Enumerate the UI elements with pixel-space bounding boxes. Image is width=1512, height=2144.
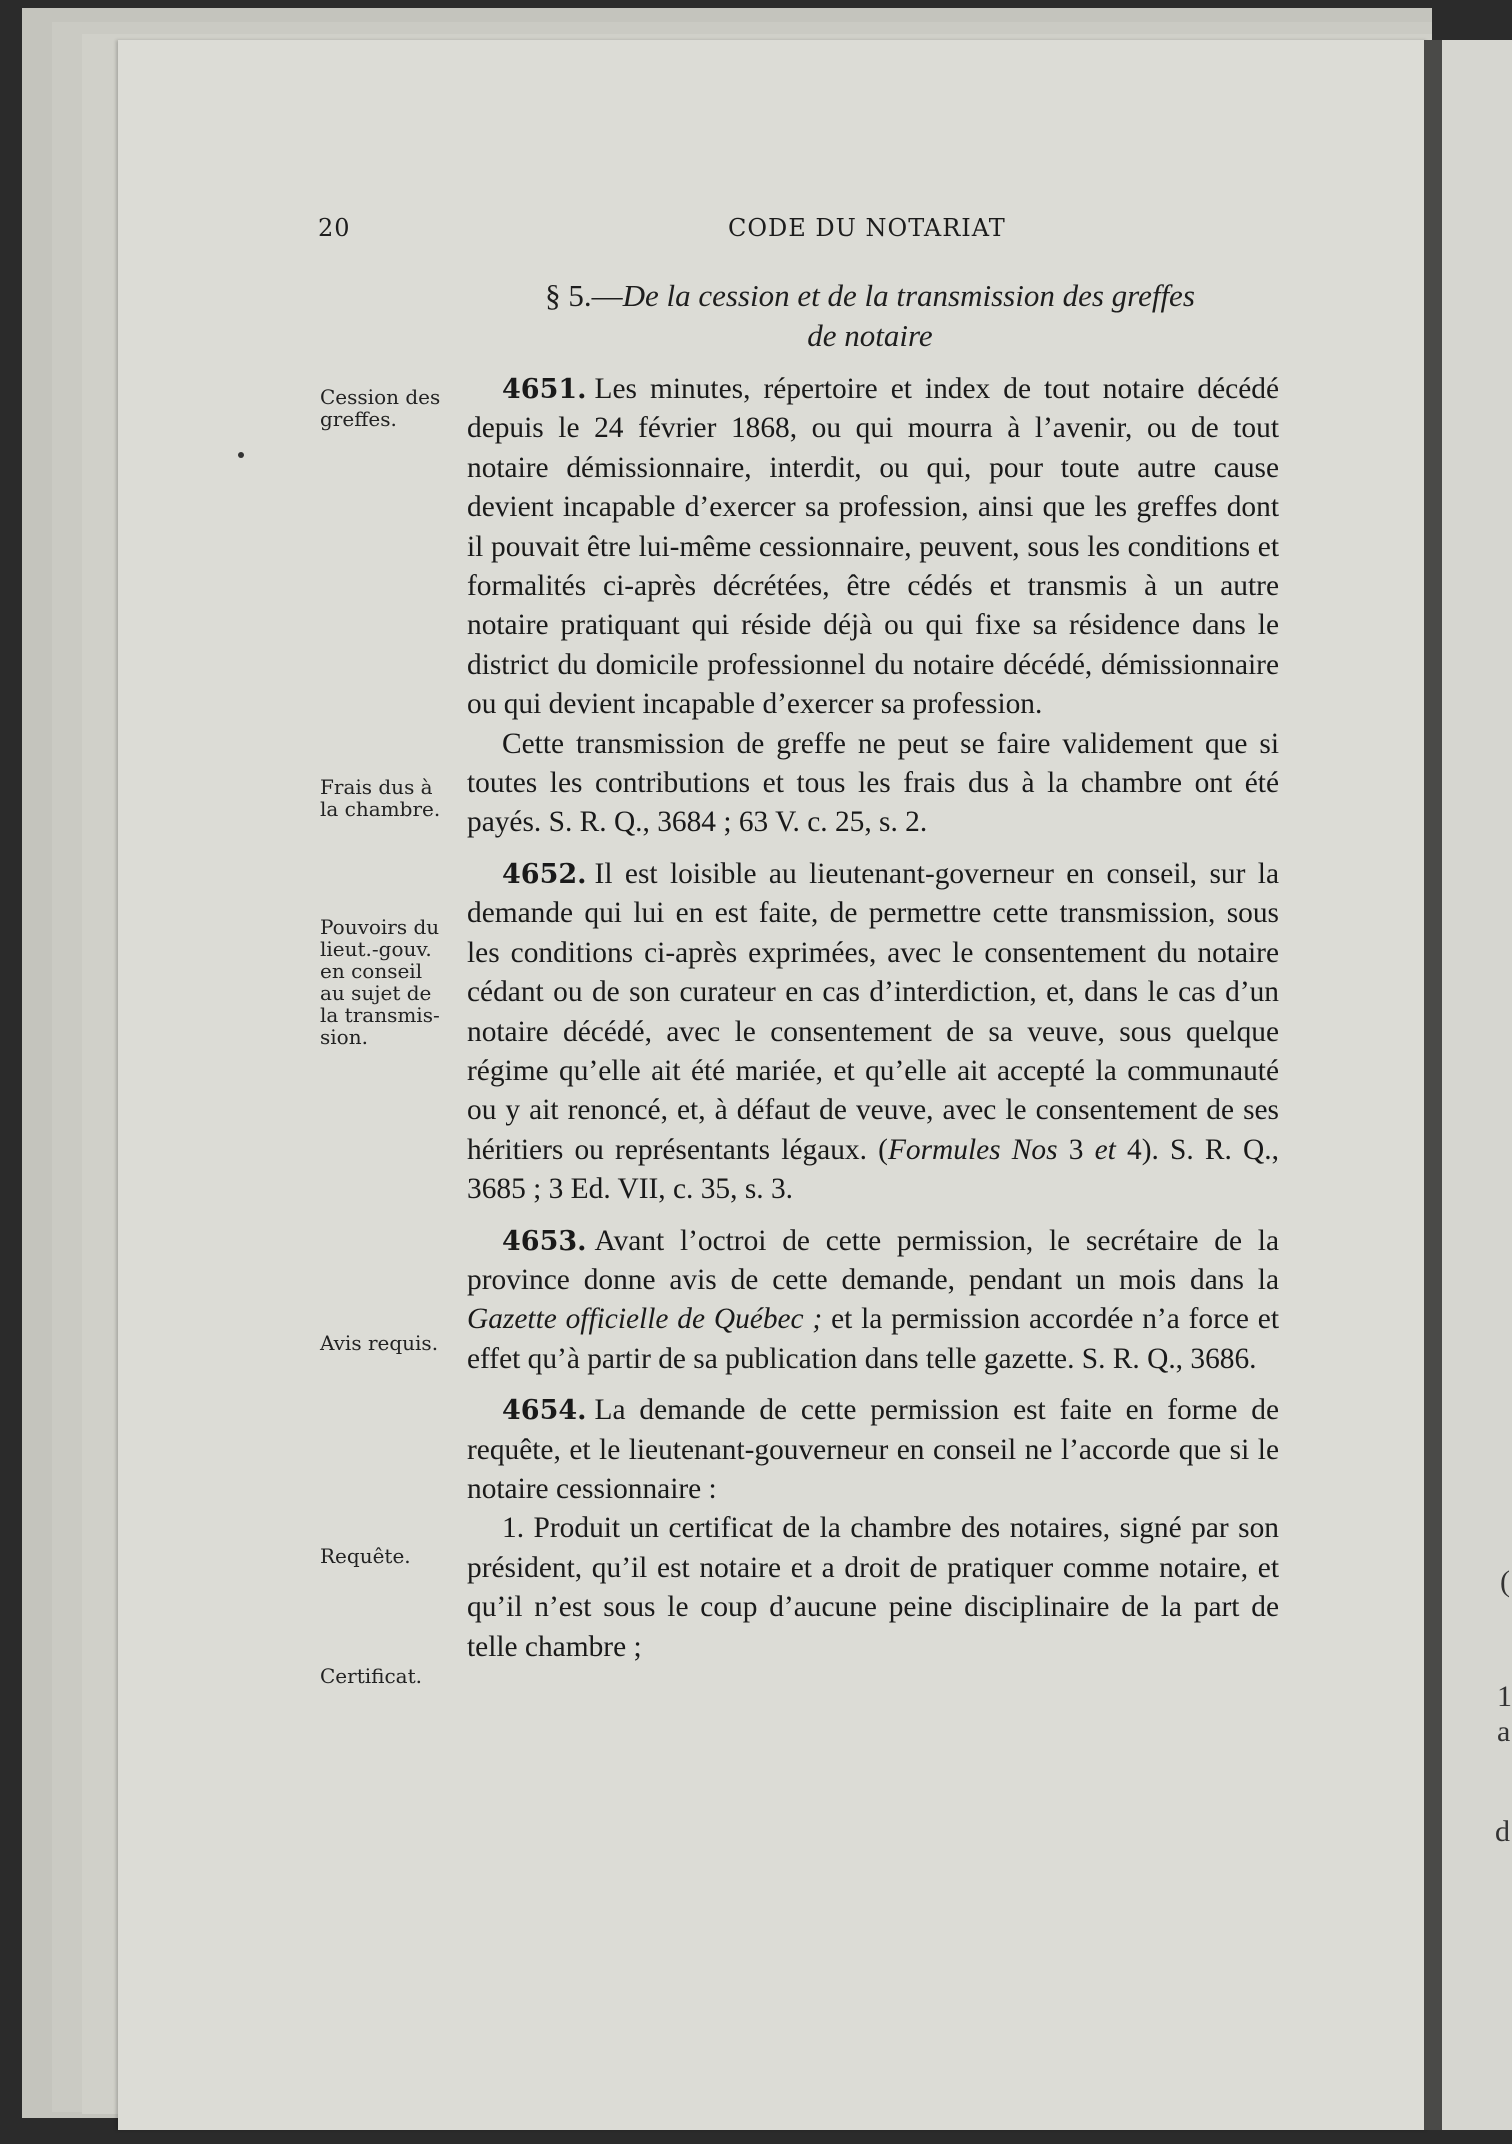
section-symbol: § (545, 278, 561, 313)
next-page-fragment: a (1497, 1715, 1511, 1748)
article-number: 4654. (502, 1395, 587, 1427)
body-text (467, 370, 1279, 1667)
next-page-fragment: ( (1500, 1565, 1510, 1598)
article-4654 (467, 1391, 1279, 1509)
article-4651-paragraph-2: Cette transmission de greffe ne peut se faire validement que si toutes les contributions et tous les frais dus à la chambre ont été payés. S. R. Q., 3684 ; 63 V. c. 25, s. 2. (467, 727, 1279, 839)
article-text: Il est loisible au lieutenant-governeur en conseil, sur la demande qui lui en est faite, de permettre cette transmission, sous les conditions ci-après exprimées, avec le consentement du notaire cédant ou de son curateur en cas d’interdiction, et, dans le cas d’un notaire décédé, avec le consentement de sa veuve, sous quelque régime qu’elle ait été mariée, et qu’elle ait accepté la communauté ou y ait renoncé, et, à défaut de veuve, avec le consentement de ses héritiers ou représentants légaux. (467, 857, 1279, 1166)
running-title: CODE DU NOTARIAT (728, 214, 1006, 242)
article-4653 (467, 1222, 1279, 1380)
book-gutter (1424, 40, 1442, 2130)
form-reference-open: ( (878, 1133, 888, 1166)
section-heading (470, 276, 1270, 356)
margin-note-pouvoirs: Pouvoirs du lieut.-gouv. en conseil au sujet de la transmis- sion. (320, 915, 440, 1049)
section-title-line2: de notaire (807, 318, 933, 353)
next-page-fragment: 1 (1497, 1680, 1512, 1713)
article-4654-item-1: 1. Produit un certificat de la chambre des notaires, signé par son président, qu’il est notaire et a droit de pratiquer comme notaire, et qu’il n’est sous le coup d’aucune peine disciplinaire de la part de telle chambre ; (467, 1512, 1279, 1663)
article-text: Avant l’octroi de cette permission, le secrétaire de la province donne avis de cette demande, pendant un mois dans la (467, 1224, 1279, 1296)
margin-note-cession: Cession des greffes. (320, 385, 441, 431)
article-number: 4651. (502, 374, 587, 405)
article-text-continued: et la permission accordée n’a force et effet qu’à partir de sa publication dans telle gazette. S. R. Q., 3686. (467, 1303, 1279, 1375)
form-reference-et: et (1094, 1133, 1116, 1166)
form-reference-4: 4). (1127, 1133, 1159, 1166)
article-text: Les minutes, répertoire et index de tout notaire décédé depuis le 24 février 1868, ou qui mourra à l’avenir, ou de tout notaire démissionnaire, interdit, ou qui, pour toute autre cause devient incapable d’exercer sa profession, ainsi que les greffes dont il pouvait être lui-même cessionnaire, peuvent, sous les conditions et formalités ci-après décrétées, être cédés et transmis à un autre notaire pratiquant qui réside déjà ou qui fixe sa résidence dans le district du domicile professionnel du notaire décédé, démissionnaire ou qui devient incapable d’exercer sa profession. (467, 373, 1279, 721)
next-page-fragment: d (1495, 1815, 1510, 1848)
article-citation: S. R. Q., 3685 ; 3 Ed. VII, c. 35, s. 3. (467, 1133, 1279, 1206)
margin-note-requete: Requête. (320, 1544, 411, 1568)
form-reference-3: 3 (1068, 1133, 1084, 1166)
article-number: 4653. (502, 1225, 587, 1257)
page-number: 20 (318, 214, 351, 242)
print-speck (238, 452, 244, 458)
gazette-title: Gazette officielle de Québec ; (467, 1303, 823, 1336)
article-text: La demande de cette permission est faite en forme de requête, et le lieutenant-gouverneur en conseil ne l’accorde que si le notaire cessionnaire : (467, 1394, 1279, 1505)
section-title-line1: De la cession et de la transmission des greffes (622, 278, 1195, 313)
article-4652 (467, 855, 1279, 1210)
section-number: 5.— (568, 278, 623, 313)
margin-note-frais: Frais dus à la chambre. (320, 775, 441, 821)
margin-note-avis: Avis requis. (320, 1331, 439, 1355)
next-page-edge (1442, 40, 1512, 2130)
margin-note-certificat: Certificat. (320, 1664, 422, 1688)
article-4651 (467, 370, 1279, 725)
article-number: 4652. (502, 858, 587, 890)
form-reference-label: Formules Nos (887, 1133, 1058, 1166)
